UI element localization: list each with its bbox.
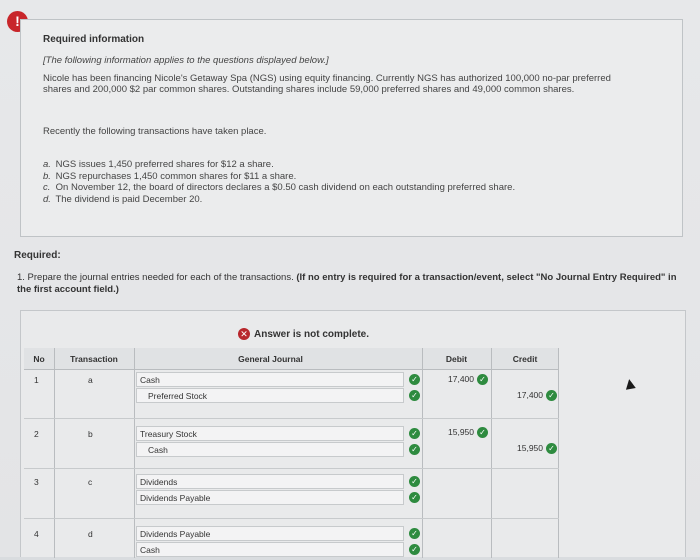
credit-account-field[interactable]: Dividends Payable: [136, 490, 404, 505]
debit-account-field[interactable]: Cash: [136, 372, 404, 387]
debit-amount-field[interactable]: [424, 474, 490, 489]
check-icon: ✓: [409, 476, 420, 487]
check-icon: ✓: [409, 374, 420, 385]
entry-no: 2: [34, 429, 39, 439]
header-credit: Credit: [491, 348, 559, 370]
info-paragraph: Nicole has been financing Nicole's Getaway Spa (NGS) using equity financing. Currently NGS has authorized 100,000 no-par preferred shares and 200,000 $2 par common shares. Outstanding shares include 59,000 preferred shares and 49,000 common shares.: [43, 73, 611, 95]
debit-amount-field[interactable]: 15,950 ✓: [424, 425, 490, 440]
check-icon: ✓: [409, 390, 420, 401]
entry-transaction: a: [88, 375, 93, 385]
check-icon: ✓: [477, 427, 488, 438]
transaction-list: [43, 159, 643, 205]
journal-entry-row: [24, 370, 559, 418]
header-transaction: Transaction: [54, 348, 134, 370]
entry-transaction: b: [88, 429, 93, 439]
info-subtitle: [The following information applies to the questions displayed below.]: [43, 55, 329, 66]
credit-amount-field[interactable]: [493, 490, 559, 505]
check-icon: ✓: [477, 374, 488, 385]
info-recent: Recently the following transactions have taken place.: [43, 126, 267, 137]
entry-transaction: c: [88, 477, 93, 487]
debit-amount-field[interactable]: [424, 526, 490, 541]
entry-no: 4: [34, 529, 39, 539]
list-item: c. On November 12, the board of directors declares a $0.50 cash dividend on each outstanding preferred share.: [43, 182, 516, 193]
credit-account-field[interactable]: Cash: [136, 542, 404, 557]
error-x-icon: ✕: [238, 328, 250, 340]
journal-entry-row: [24, 520, 559, 560]
check-icon: ✓: [409, 544, 420, 555]
check-icon: ✓: [546, 390, 557, 401]
credit-account-field[interactable]: Preferred Stock: [136, 388, 404, 403]
credit-amount-field[interactable]: 17,400 ✓: [493, 388, 559, 403]
check-icon: ✓: [409, 428, 420, 439]
journal-table: [24, 348, 559, 558]
exclamation-icon: !: [7, 11, 28, 32]
journal-entry-row: [24, 420, 559, 468]
mouse-cursor-icon: [624, 378, 636, 390]
entry-no: 3: [34, 477, 39, 487]
entry-transaction: d: [88, 529, 93, 539]
row-divider: [24, 418, 559, 419]
header-debit: Debit: [422, 348, 491, 370]
list-item: d. The dividend is paid December 20.: [43, 193, 203, 205]
row-divider: [24, 518, 559, 519]
required-question: 1. Prepare the journal entries needed for each of the transactions. (If no entry is required for a transaction/event, select "No Journal Entry Required" in the first account field.): [17, 272, 677, 295]
debit-account-field[interactable]: Dividends Payable: [136, 526, 404, 541]
required-label: Required:: [14, 250, 61, 261]
debit-amount-field[interactable]: 17,400 ✓: [424, 372, 490, 387]
debit-account-field[interactable]: Dividends: [136, 474, 404, 489]
journal-entry-row: [24, 470, 559, 518]
list-item: b. NGS repurchases 1,450 common shares for $11 a share.: [43, 170, 297, 182]
debit-account-field[interactable]: Treasury Stock: [136, 426, 404, 441]
answer-status: ✕ Answer is not complete.: [238, 328, 369, 340]
check-icon: ✓: [409, 528, 420, 539]
check-icon: ✓: [546, 443, 557, 454]
list-item: a. NGS issues 1,450 preferred shares for $12 a share.: [43, 159, 274, 170]
header-no: No: [24, 348, 54, 370]
info-title: Required information: [43, 34, 145, 45]
header-general-journal: General Journal: [134, 348, 407, 370]
check-icon: ✓: [409, 444, 420, 455]
check-icon: ✓: [409, 492, 420, 503]
credit-amount-field[interactable]: 15,950 ✓: [493, 441, 559, 456]
header-check: [407, 348, 422, 370]
entry-no: 1: [34, 375, 39, 385]
answer-panel: [20, 310, 686, 557]
credit-account-field[interactable]: Cash: [136, 442, 404, 457]
required-information-box: [20, 19, 683, 237]
row-divider: [24, 468, 559, 469]
credit-amount-field[interactable]: [493, 542, 559, 557]
